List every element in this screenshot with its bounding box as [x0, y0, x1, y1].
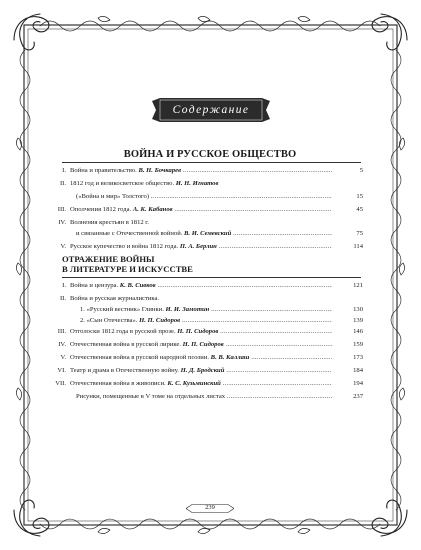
toc-entry [0, 392, 421, 402]
toc-entry-author: К. С. Кузьминский [167, 380, 221, 387]
toc-entry-title: Отечественная война в русской народной поэзии. [70, 354, 211, 361]
toc-entry-text [70, 379, 358, 389]
toc-entry-title: 2. «Сын Отечества». [80, 317, 140, 324]
toc-entry-text [70, 294, 358, 304]
toc-entry-page: 194 [332, 379, 363, 389]
toc-entry-page: 45 [332, 205, 363, 215]
toc-entry-author: П. А. Берлин [179, 243, 217, 250]
toc-entry-title: 1812 год и великосветское общество. [70, 180, 176, 187]
toc-entry [0, 379, 421, 389]
toc-entry [0, 294, 421, 304]
toc-entry-text [76, 192, 358, 202]
toc-entry [0, 242, 421, 252]
toc-entry-text [70, 340, 358, 350]
toc-entry [0, 353, 421, 363]
toc-entry-title: Ополчения 1812 года. [70, 206, 133, 213]
toc-entry-author: В. Н. Бочкарев [138, 167, 182, 174]
toc-entry-author: Н. Д. Бродский [180, 367, 225, 374]
toc-entry-title: Русское купечество и война 1812 года. [70, 243, 180, 250]
toc-entry-title: Отечественная война в русской лирике. [70, 341, 183, 348]
toc-entry-author: В. В. Каллаш [210, 354, 250, 361]
toc-entry-number: IV. [58, 219, 66, 226]
toc-entry-number: III. [57, 328, 66, 335]
toc-entry-number: V. [60, 243, 66, 250]
toc-entry-text [70, 353, 358, 363]
toc-entry-page: 15 [332, 192, 363, 202]
section1-title: ВОЙНА И РУССКОЕ ОБЩЕСТВО [123, 149, 297, 160]
toc-entry [0, 305, 421, 315]
toc-entry-title: Война и русская журналистика. [70, 295, 160, 302]
toc-entry-title: Рисунки, помещенные в V томе на отдельных листах [76, 393, 226, 400]
toc-entry-author: Н. П. Сидоров [182, 341, 224, 348]
section1-rule [62, 162, 361, 163]
toc-entry-text [70, 366, 358, 376]
toc-entry-title: Война и правительство. [70, 167, 139, 174]
toc-entry-page: 75 [332, 229, 363, 239]
toc-entry-number: II. [59, 180, 66, 187]
toc-entry-text [70, 281, 358, 291]
toc-entry [0, 218, 421, 228]
toc-entry-text [76, 229, 358, 239]
toc-entry-title: Театр и драма в Отечественную войну. [70, 367, 181, 374]
toc-entry-page: 5 [332, 166, 363, 176]
toc-entry-text [70, 327, 358, 337]
toc-entry [0, 205, 421, 215]
toc-entry-title: Война и цензура. [70, 282, 120, 289]
section2-rule [62, 277, 361, 278]
toc-entry-page: 237 [332, 392, 363, 402]
toc-entry-number: I. [62, 167, 66, 174]
toc-entry [0, 316, 421, 326]
section2-title-line1: ОТРАЖЕНИЕ ВОЙНЫ [62, 254, 155, 264]
toc-entry-text [70, 205, 358, 215]
toc-entry [0, 340, 421, 350]
toc-entry-text [80, 316, 358, 326]
banner-title: Содержание [172, 104, 250, 116]
toc-entry-page: 173 [332, 353, 363, 363]
toc-entry-author: Н. П. Сидоров [139, 317, 181, 324]
toc-entry-author: В. И. Семевский [184, 230, 232, 237]
page-number: 239 [205, 504, 215, 511]
toc-entry-page: 184 [332, 366, 363, 376]
toc-entry-text [70, 179, 358, 189]
toc-entry-text [70, 166, 358, 176]
toc-entry-page: 121 [332, 281, 363, 291]
toc-entry-title: Волнения крестьян в 1812 г. [70, 219, 149, 226]
toc-entry [0, 229, 421, 239]
toc-entry-page: 159 [332, 340, 363, 350]
toc-entry-number: V. [60, 354, 66, 361]
section2-title-line2: В ЛИТЕРАТУРЕ И ИСКУССТВЕ [62, 264, 193, 274]
toc-entry-number: II. [59, 295, 66, 302]
toc-entry [0, 192, 421, 202]
toc-entry-number: III. [57, 206, 66, 213]
toc-entry-page: 146 [332, 327, 363, 337]
toc-entry-author: Н. П. Сидоров [177, 328, 219, 335]
toc-entry-page: 139 [332, 316, 363, 326]
toc-entry-page: 114 [332, 242, 363, 252]
toc-entry [0, 281, 421, 291]
toc-entry-number: IV. [58, 341, 66, 348]
toc-entry-number: I. [62, 282, 66, 289]
toc-entry-text [80, 305, 358, 315]
toc-entry-author: И. Н. Игнатов [175, 180, 219, 187]
toc-entry-text [76, 392, 358, 402]
toc-entry [0, 179, 421, 189]
toc-entry [0, 366, 421, 376]
toc-entry-page: 130 [332, 305, 363, 315]
toc-entry-author: К. В. Сивков [119, 282, 156, 289]
toc-entry-title: 1. «Русский вестник» Глинки. [80, 306, 166, 313]
toc-entry-text [70, 242, 358, 252]
toc-entry-title: Отечественная война в живописи. [70, 380, 168, 387]
toc-entry-number: VII. [55, 380, 66, 387]
toc-entry-title: и связанные с Отечественной войной. [76, 230, 185, 237]
toc-entry-author: А. К. Кабанов [132, 206, 173, 213]
toc-entry-text [70, 218, 358, 228]
toc-entry-author: И. И. Замотин [165, 306, 210, 313]
toc-entry-title: Отголоски 1812 года в русской прозе. [70, 328, 178, 335]
toc-entry [0, 327, 421, 337]
toc-entry [0, 166, 421, 176]
toc-entry-title: («Война и мир» Толстого) [76, 193, 150, 200]
toc-entry-number: VI. [57, 367, 66, 374]
